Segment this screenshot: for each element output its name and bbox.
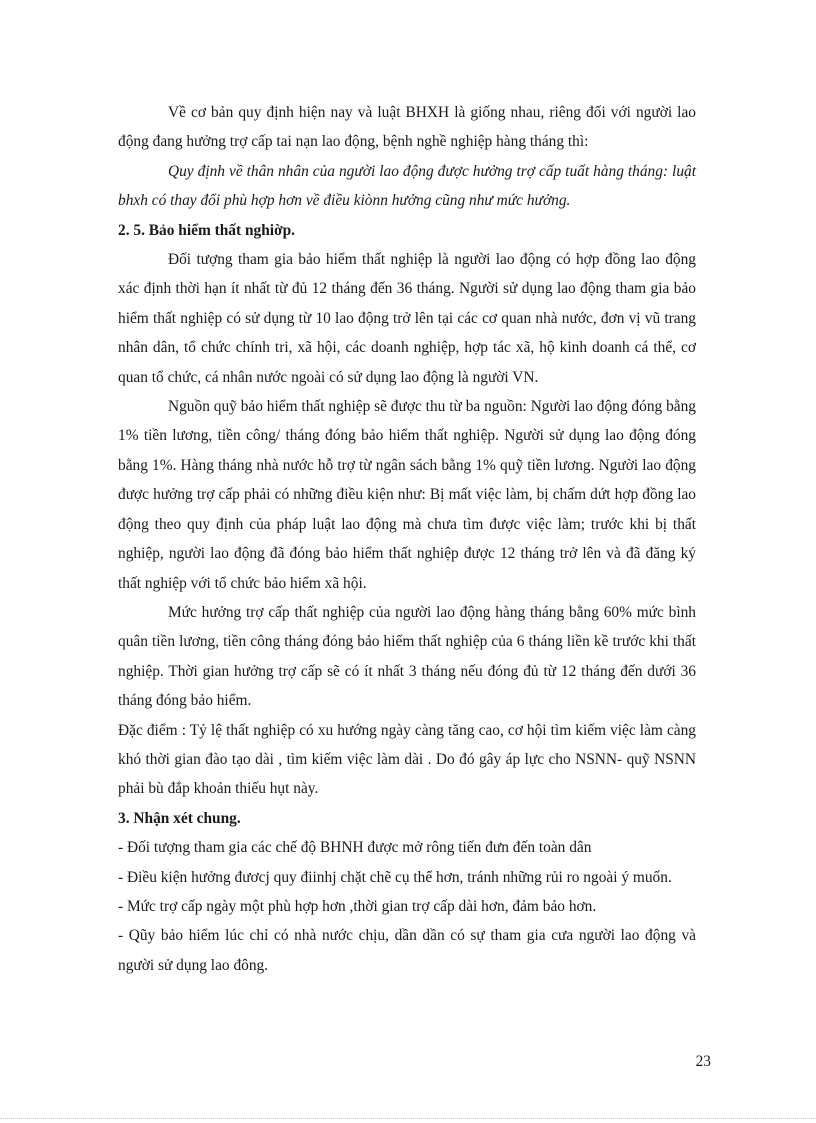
section-heading: 3. Nhận xét chung.	[118, 809, 241, 827]
body-paragraph: Nguồn quỹ bảo hiểm thất nghiệp sẽ được thu từ ba nguồn: Người lao động đóng bằng 1% tiền lương, tiền công/ tháng đóng bảo hiểm thất nghiệp. Người sử dụng lao động đóng bằng 1%. Hàng tháng nhà nước hỗ trợ từ ngân sách bằng 1% quỹ tiền lương. Người lao động được hưởng trợ cấp phải có những điều kiện như: Bị mất việc làm, bị chấm dứt hợp đồng lao động theo quy định của pháp luật lao động mà chưa tìm được việc làm; trước khi bị thất nghiệp, người lao động đã đóng bảo hiểm thất nghiệp được 12 tháng trở lên và đã đăng ký thất nghiệp với tổ chức bảo hiểm xã hội.	[118, 398, 696, 592]
body-paragraph: - Điều kiện hưởng đươcj quy điinhj chặt chẽ cụ thể hơn, tránh những rủi ro ngoài ý muốn.	[118, 868, 672, 886]
section-heading: 2. 5. Bảo hiểm thất nghiờp.	[118, 221, 295, 239]
body-paragraph: Mức hưởng trợ cấp thất nghiệp của người lao động hàng tháng bằng 60% mức bình quân tiền lương, tiền công tháng đóng bảo hiểm thất nghiệp của 6 tháng liền kề trước khi thất nghiệp. Thời gian hưởng trợ cấp sẽ có ít nhất 3 tháng nếu đóng đủ từ 12 tháng đến dưới 36 tháng đóng bảo hiểm.	[118, 603, 696, 710]
body-paragraph: - Mức trợ cấp ngày một phù hợp hơn ,thời gian trợ cấp dài hơn, đảm bảo hơn.	[118, 897, 597, 915]
body-paragraph: - Qũy bảo hiểm lúc chỉ có nhà nước chịu, dần dần có sự tham gia cưa người lao động và người sử dụng lao đông.	[118, 927, 696, 974]
body-paragraph: Quy định về thân nhân của người lao động được hưởng trợ cấp tuất hàng tháng: luật bhxh có thay đổi phù hợp hơn về điều kiònn hưởng cũng như mức hưởng.	[118, 162, 696, 210]
page-bottom-rule	[0, 1118, 816, 1119]
body-paragraph: - Đối tượng tham gia các chế độ BHNH được mở rông tiến đưn đến toàn dân	[118, 839, 592, 857]
body-paragraph: Về cơ bản quy định hiện nay và luật BHXH là giống nhau, riêng đối với người lao động đang hưởng trợ cấp tai nạn lao động, bệnh nghề nghiệp hàng tháng thì:	[118, 104, 696, 151]
page-number: 23	[695, 1053, 711, 1070]
body-paragraph: Đặc điểm : Tỷ lệ thất nghiệp có xu hướng ngày càng tăng cao, cơ hội tìm kiếm việc làm càng khó thời gian đào tạo dài , tìm kiếm việc làm dài . Do đó gây áp lực cho NSNN- quỹ NSNN phải bù đắp khoản thiếu hụt này.	[118, 721, 696, 798]
document-body	[118, 98, 696, 980]
body-paragraph: Đối tượng tham gia bảo hiểm thất nghiệp là người lao động có hợp đồng lao động xác định thời hạn ít nhất từ đủ 12 tháng đến 36 tháng. Người sử dụng lao động tham gia bảo hiểm thất nghiệp có sử dụng từ 10 lao động trở lên tại các cơ quan nhà nước, đơn vị vũ trang nhân dân, tổ chức chính tri, xã hội, các doanh nghiệp, hợp tác xã, hộ kinh doanh cá thể, cơ quan tổ chức, cá nhân nước ngoài có sử dụng lao động là người VN.	[118, 251, 696, 386]
